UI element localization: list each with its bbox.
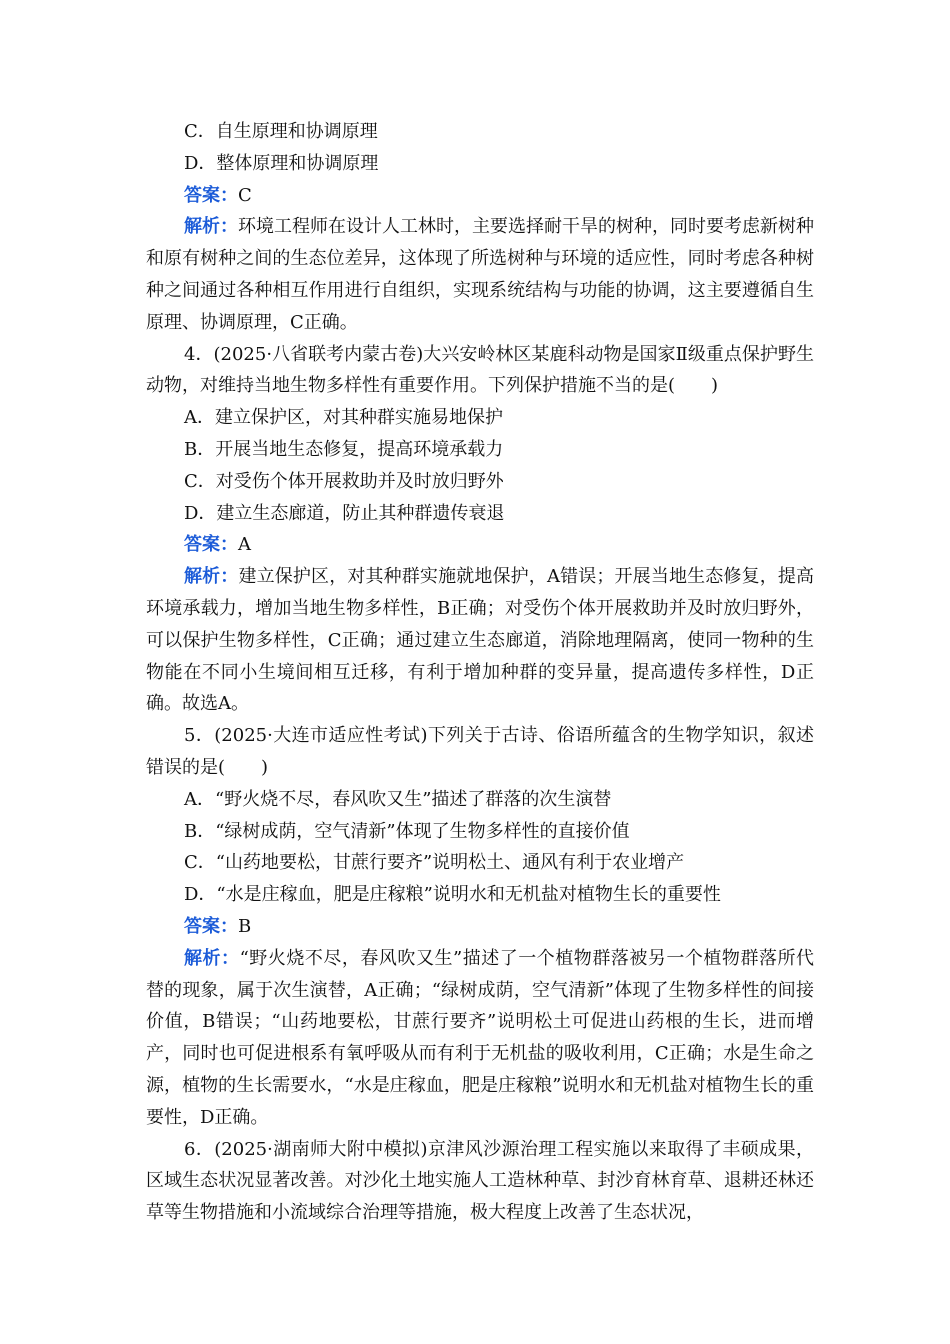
q4-option-d: D．建立生态廊道，防止其种群遗传衰退: [184, 502, 505, 524]
q3-analysis: [146, 211, 814, 338]
q3-option-c: C．自生原理和协调原理: [184, 121, 378, 142]
analysis-label: 解析：: [184, 947, 240, 969]
q4-analysis: [146, 561, 814, 720]
q4-option-c: C．对受伤个体开展救助并及时放归野外: [184, 470, 504, 492]
answer-label: 答案：: [184, 184, 238, 206]
analysis-label: 解析：: [184, 216, 238, 238]
q5-answer: [146, 911, 814, 943]
analysis-label: 解析：: [184, 566, 239, 588]
q5-option-c: C．“山药地要松，甘蔗行要齐”说明松土、通风有利于农业增产: [184, 852, 685, 874]
q4-option-b: B．开展当地生态修复，提高环境承载力: [184, 438, 504, 460]
analysis-text: “野火烧不尽，春风吹又生”描述了一个植物群落被另一个植物群落所代替的现象，属于次生演替，A正确；“绿树成荫，空气清新”体现了生物多样性的间接价值，B错误；“山药地要松，甘蔗行要齐”说明松土可促进山药根的生长，进而增产，同时也可促进根系有氧呼吸从而有利于无机盐的吸收利用，C正确；水是生命之源，植物的生长需要水，“水是庄稼血，肥是庄稼粮”说明水和无机盐对植物生长的重要性，D正确。: [146, 947, 815, 1128]
q5-option-b: B．“绿树成荫，空气清新”体现了生物多样性的直接价值: [184, 820, 630, 842]
q5-option-a: A．“野火烧不尽，春风吹又生”描述了群落的次生演替: [184, 788, 612, 810]
analysis-text: 建立保护区，对其种群实施就地保护，A错误；开展当地生态修复，提高环境承载力，增加当地生物多样性，B正确；对受伤个体开展救助并及时放归野外，可以保护生物多样性，C正确；通过建立生态廊道，消除地理隔离，使同一物种的生物能在不同小生境间相互迁移，有利于增加种群的变异量，提高遗传多样性，D正确。故选A。: [146, 566, 815, 715]
document-page: [146, 116, 814, 1229]
q5-analysis: [146, 943, 814, 1134]
q3-option-d: D．整体原理和协调原理: [184, 152, 379, 174]
answer-value: C: [238, 184, 252, 206]
answer-value: A: [238, 534, 251, 556]
q4-stem: 4．(2025·八省联考内蒙古卷)大兴安岭林区某鹿科动物是国家Ⅱ级重点保护野生动物，对维持当地生物多样性有重要作用。下列保护措施不当的是( ): [146, 343, 814, 397]
answer-label: 答案：: [184, 915, 238, 937]
q5-option-d: D．“水是庄稼血，肥是庄稼粮”说明水和无机盐对植物生长的重要性: [184, 884, 721, 906]
answer-label: 答案：: [184, 534, 238, 556]
q6-stem: 6．(2025·湖南师大附中模拟)京津风沙源治理工程实施以来取得了丰硕成果，区域生态状况显著改善。对沙化土地实施人工造林种草、封沙育林育草、退耕还林还草等生物措施和小流域综合治理等措施，极大程度上改善了生态状况，: [146, 1138, 814, 1224]
q4-option-a: A．建立保护区，对其种群实施易地保护: [184, 407, 503, 429]
q5-stem: 5．(2025·大连市适应性考试)下列关于古诗、俗语所蕴含的生物学知识，叙述错误的是( ): [146, 725, 814, 778]
q4-answer: [146, 529, 814, 561]
q3-answer: [146, 180, 814, 212]
answer-value: B: [238, 915, 252, 937]
analysis-text: 环境工程师在设计人工林时，主要选择耐干旱的树种，同时要考虑新树种和原有树种之间的生态位差异，这体现了所选树种与环境的适应性，同时考虑各种树种之间通过各种相互作用进行自组织，实现系统结构与功能的协调，这主要遵循自生原理、协调原理，C正确。: [146, 216, 814, 333]
